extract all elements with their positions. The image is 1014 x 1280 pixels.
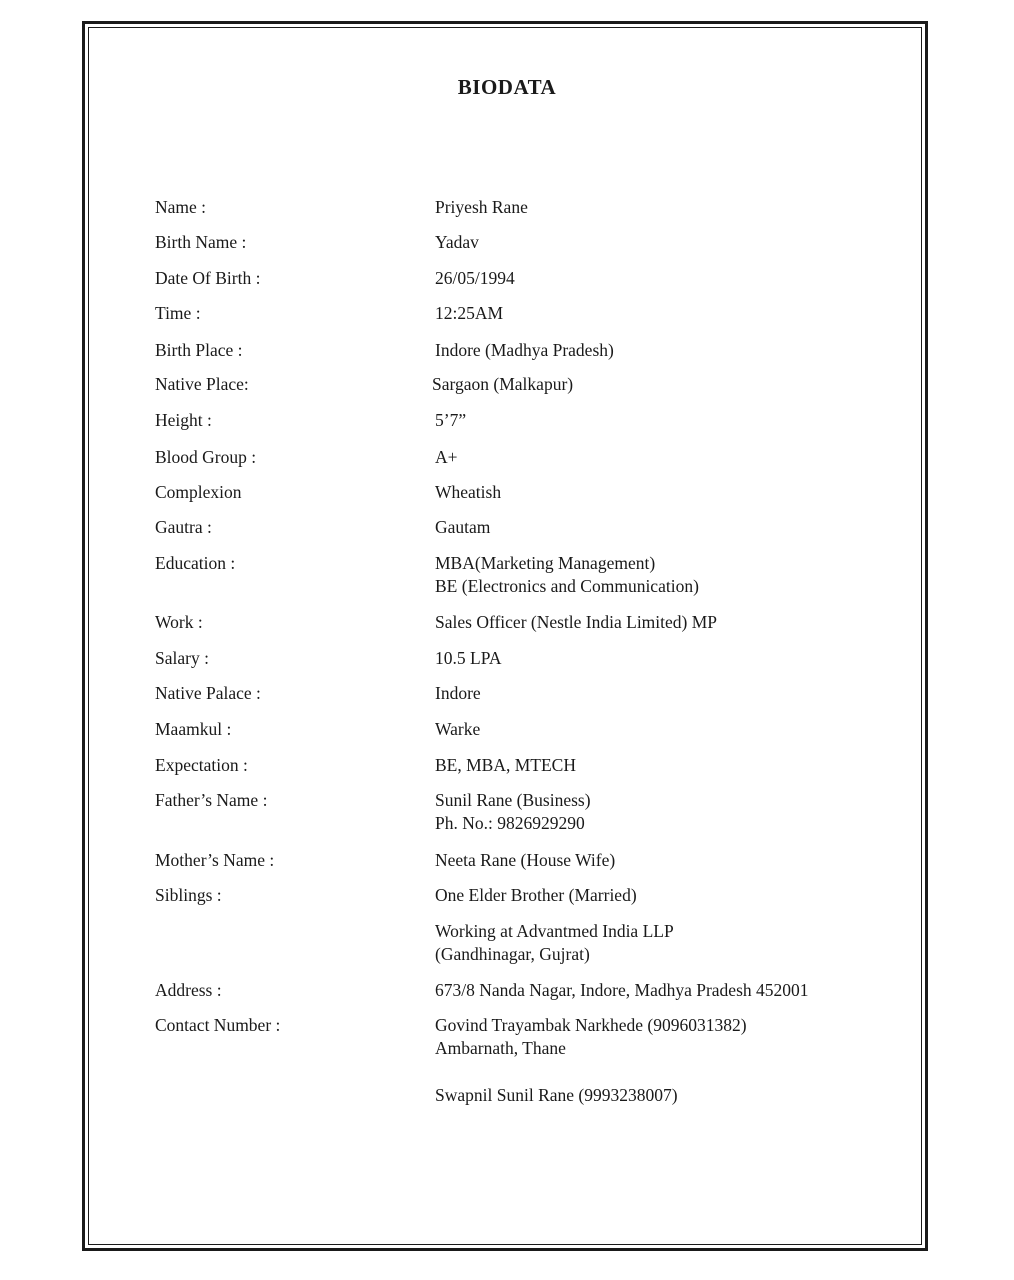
- field-label-blood-group: Blood Group :: [155, 447, 257, 467]
- field-label-birth-name: Birth Name :: [155, 232, 247, 252]
- field-value-height: [435, 409, 466, 432]
- field-label-address: Address :: [155, 980, 222, 1000]
- field-label-birth-place: Birth Place :: [155, 340, 243, 360]
- field-label-mothers-name: Mother’s Name :: [155, 850, 275, 870]
- field-label-maamkul: Maamkul :: [155, 719, 232, 739]
- field-label-date-of-birth: Date Of Birth :: [155, 268, 261, 288]
- field-value-time: [435, 302, 503, 325]
- field-value-birth-place: [435, 339, 614, 362]
- field-value-line: Priyesh Rane: [435, 197, 528, 217]
- field-value-siblings: [435, 884, 637, 907]
- document-title: BIODATA: [457, 75, 557, 99]
- field-value-address: [435, 979, 809, 1002]
- field-value-name: [435, 196, 528, 219]
- field-label-native-palace: Native Palace :: [155, 683, 261, 703]
- field-value-line: Ambarnath, Thane: [435, 1038, 566, 1058]
- field-value-line: Gautam: [435, 517, 491, 537]
- field-value-line: 12:25AM: [435, 303, 504, 323]
- field-value-native-place: [432, 373, 573, 396]
- field-label-expectation: Expectation :: [155, 755, 248, 775]
- field-value-date-of-birth: [435, 267, 515, 290]
- field-value-line: Sargaon (Malkapur): [432, 374, 574, 394]
- field-value-line: One Elder Brother (Married): [435, 885, 637, 905]
- field-value-native-palace: [435, 682, 481, 705]
- field-value-expectation: [435, 754, 576, 777]
- field-label-gautra: Gautra :: [155, 517, 212, 537]
- field-value-mothers-name: [435, 849, 615, 872]
- field-label-contact-number: Contact Number :: [155, 1015, 281, 1035]
- field-value-work: [435, 611, 717, 634]
- field-value-line: Indore (Madhya Pradesh): [435, 340, 614, 360]
- field-label-complexion: Complexion: [155, 482, 242, 502]
- field-value-contact-number: [435, 1014, 747, 1060]
- field-value-line: Indore: [435, 683, 481, 703]
- field-value-salary: [435, 647, 501, 670]
- field-label-time: Time :: [155, 303, 201, 323]
- field-value-siblings-detail: [435, 920, 674, 966]
- field-label-name: Name :: [155, 197, 207, 217]
- field-value-line: Govind Trayambak Narkhede (9096031382): [435, 1015, 747, 1035]
- field-value-line: Swapnil Sunil Rane (9993238007): [435, 1085, 678, 1105]
- field-label-native-place: Native Place:: [155, 374, 249, 394]
- field-value-line: MBA(Marketing Management): [435, 553, 656, 573]
- field-value-complexion: [435, 481, 501, 504]
- field-value-line: Neeta Rane (House Wife): [435, 850, 616, 870]
- field-label-siblings: Siblings :: [155, 885, 222, 905]
- field-value-maamkul: [435, 718, 480, 741]
- field-value-blood-group: [435, 446, 458, 469]
- field-label-fathers-name: Father’s Name :: [155, 790, 268, 810]
- field-label-work: Work :: [155, 612, 203, 632]
- field-value-birth-name: [435, 231, 479, 254]
- field-value-line: 10.5 LPA: [435, 648, 502, 668]
- field-value-line: 5’7”: [435, 410, 467, 430]
- field-value-line: Ph. No.: 9826929290: [435, 813, 585, 833]
- field-value-line: A+: [435, 447, 458, 467]
- field-value-contact-number-2: [435, 1084, 678, 1107]
- field-label-height: Height :: [155, 410, 212, 430]
- field-value-line: Sales Officer (Nestle India Limited) MP: [435, 612, 718, 632]
- field-label-salary: Salary :: [155, 648, 209, 668]
- field-value-line: 26/05/1994: [435, 268, 515, 288]
- field-value-line: Sunil Rane (Business): [435, 790, 591, 810]
- field-label-education: Education :: [155, 553, 236, 573]
- field-value-line: Working at Advantmed India LLP: [435, 921, 674, 941]
- field-value-education: [435, 552, 699, 598]
- field-value-line: 673/8 Nanda Nagar, Indore, Madhya Pradesh 452001: [435, 980, 809, 1000]
- field-value-line: Yadav: [435, 232, 479, 252]
- field-value-line: BE, MBA, MTECH: [435, 755, 576, 775]
- field-value-line: (Gandhinagar, Gujrat): [435, 944, 590, 964]
- field-value-gautra: [435, 516, 490, 539]
- field-value-fathers-name: [435, 789, 591, 835]
- field-value-line: Wheatish: [435, 482, 502, 502]
- field-value-line: BE (Electronics and Communication): [435, 576, 699, 596]
- field-value-line: Warke: [435, 719, 481, 739]
